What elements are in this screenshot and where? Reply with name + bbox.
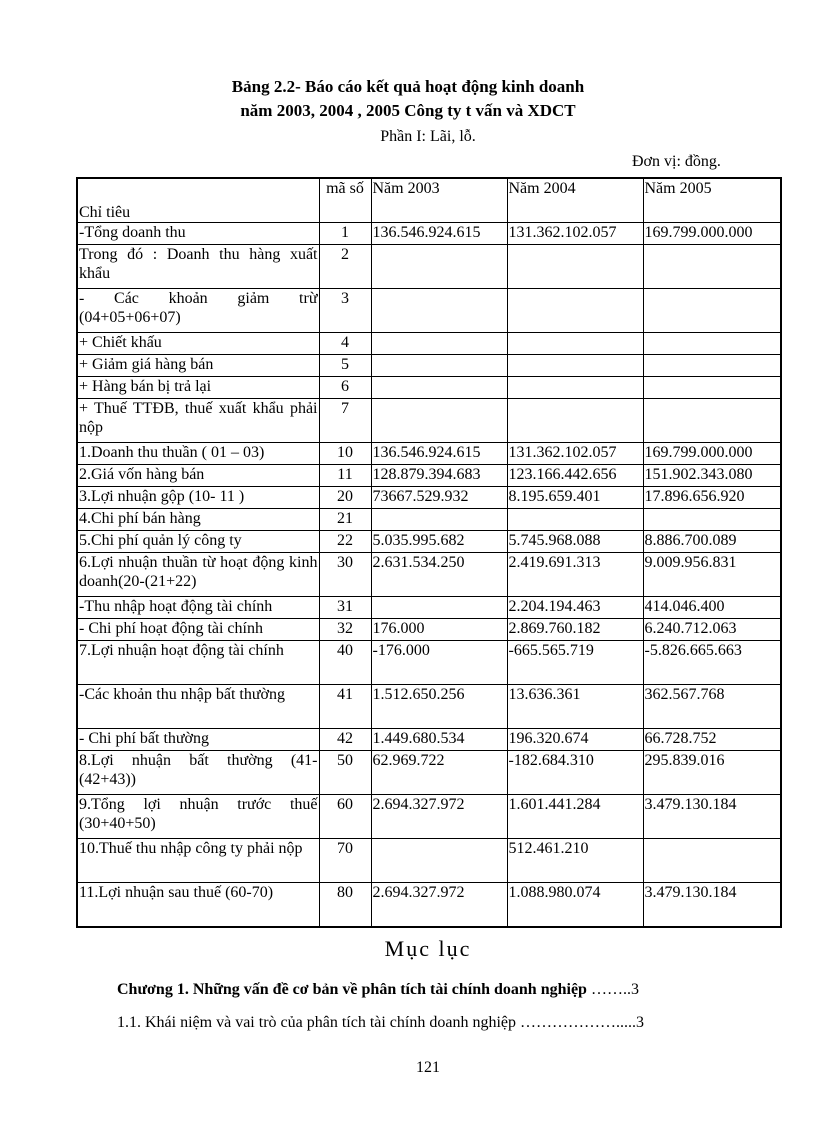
row-indicator: 7.Lợi nhuận hoạt động tài chính bbox=[77, 641, 319, 685]
table-row bbox=[77, 729, 781, 751]
row-code: 5 bbox=[319, 355, 371, 377]
row-code: 4 bbox=[319, 333, 371, 355]
header-year-2003: Năm 2003 bbox=[371, 178, 507, 223]
row-value-2003: 2.694.327.972 bbox=[371, 795, 507, 839]
row-indicator: 2.Giá vốn hàng bán bbox=[77, 465, 319, 487]
row-value-2003: 136.546.924.615 bbox=[371, 443, 507, 465]
row-code: 42 bbox=[319, 729, 371, 751]
income-statement-table bbox=[76, 177, 782, 928]
row-value-2005: 151.902.343.080 bbox=[643, 465, 781, 487]
row-value-2005 bbox=[643, 399, 781, 443]
table-header-row bbox=[77, 178, 781, 223]
row-value-2004: 512.461.210 bbox=[507, 839, 643, 883]
row-value-2005: 9.009.956.831 bbox=[643, 553, 781, 597]
toc-entry-page: ……………….....3 bbox=[516, 1014, 644, 1031]
row-indicator: - Chi phí bất thường bbox=[77, 729, 319, 751]
row-value-2003 bbox=[371, 355, 507, 377]
row-value-2003: 1.449.680.534 bbox=[371, 729, 507, 751]
table-row bbox=[77, 289, 781, 333]
row-code: 32 bbox=[319, 619, 371, 641]
table-row bbox=[77, 399, 781, 443]
toc-entry-label: 1.1. Khái niệm và vai trò của phân tích tài chính doanh nghiệp bbox=[117, 1014, 516, 1031]
row-value-2005: 3.479.130.184 bbox=[643, 795, 781, 839]
row-code: 21 bbox=[319, 509, 371, 531]
row-indicator: + Hàng bán bị trả lại bbox=[77, 377, 319, 399]
row-indicator: 10.Thuế thu nhập công ty phải nộp bbox=[77, 839, 319, 883]
row-value-2005 bbox=[643, 289, 781, 333]
table-title-line-2: năm 2003, 2004 , 2005 Công ty t vấn và XDCT bbox=[240, 101, 576, 120]
row-indicator: 9.Tổng lợi nhuận trước thuế (30+40+50) bbox=[77, 795, 319, 839]
table-row bbox=[77, 509, 781, 531]
table-row bbox=[77, 883, 781, 928]
toc-entry-section-1-1 bbox=[117, 1014, 644, 1032]
row-indicator: + Thuế TTĐB, thuế xuất khẩu phải nộp bbox=[77, 399, 319, 443]
table-subtitle: Phần I: Lãi, lỗ. bbox=[380, 128, 476, 145]
row-value-2004: 131.362.102.057 bbox=[507, 223, 643, 245]
row-value-2004: 123.166.442.656 bbox=[507, 465, 643, 487]
table-row bbox=[77, 245, 781, 289]
row-value-2003: 2.631.534.250 bbox=[371, 553, 507, 597]
row-value-2005: 3.479.130.184 bbox=[643, 883, 781, 928]
row-value-2005: 362.567.768 bbox=[643, 685, 781, 729]
row-indicator: - Chi phí hoạt động tài chính bbox=[77, 619, 319, 641]
row-code: 80 bbox=[319, 883, 371, 928]
row-indicator: 6.Lợi nhuận thuần từ hoạt động kinh doanh(20-(21+22) bbox=[77, 553, 319, 597]
header-indicator: Chỉ tiêu bbox=[77, 178, 319, 223]
row-value-2004 bbox=[507, 289, 643, 333]
row-value-2005: 6.240.712.063 bbox=[643, 619, 781, 641]
row-code: 30 bbox=[319, 553, 371, 597]
table-row bbox=[77, 377, 781, 399]
row-value-2003: -176.000 bbox=[371, 641, 507, 685]
row-value-2004: 8.195.659.401 bbox=[507, 487, 643, 509]
row-value-2003: 128.879.394.683 bbox=[371, 465, 507, 487]
table-row bbox=[77, 355, 781, 377]
row-value-2004: 5.745.968.088 bbox=[507, 531, 643, 553]
row-value-2004: 131.362.102.057 bbox=[507, 443, 643, 465]
row-value-2004 bbox=[507, 509, 643, 531]
row-code: 3 bbox=[319, 289, 371, 333]
row-value-2005 bbox=[643, 509, 781, 531]
row-value-2005 bbox=[643, 377, 781, 399]
table-row bbox=[77, 597, 781, 619]
table-row bbox=[77, 531, 781, 553]
row-value-2004 bbox=[507, 333, 643, 355]
row-value-2005: 66.728.752 bbox=[643, 729, 781, 751]
row-value-2005: -5.826.665.663 bbox=[643, 641, 781, 685]
row-value-2003 bbox=[371, 839, 507, 883]
table-row bbox=[77, 223, 781, 245]
header-year-2004: Năm 2004 bbox=[507, 178, 643, 223]
toc-entry-label: Chương 1. Những vấn đề cơ bản về phân tích tài chính doanh nghiệp bbox=[117, 981, 587, 998]
row-value-2005 bbox=[643, 333, 781, 355]
row-code: 10 bbox=[319, 443, 371, 465]
row-code: 11 bbox=[319, 465, 371, 487]
row-indicator: -Tổng doanh thu bbox=[77, 223, 319, 245]
row-value-2004 bbox=[507, 377, 643, 399]
table-row bbox=[77, 685, 781, 729]
row-value-2005 bbox=[643, 355, 781, 377]
table-row bbox=[77, 795, 781, 839]
row-value-2005 bbox=[643, 839, 781, 883]
row-indicator: - Các khoản giảm trừ (04+05+06+07) bbox=[77, 289, 319, 333]
row-value-2003 bbox=[371, 399, 507, 443]
row-value-2004: 2.204.194.463 bbox=[507, 597, 643, 619]
row-value-2003 bbox=[371, 333, 507, 355]
row-value-2004: 1.088.980.074 bbox=[507, 883, 643, 928]
row-code: 20 bbox=[319, 487, 371, 509]
row-value-2003: 62.969.722 bbox=[371, 751, 507, 795]
row-code: 70 bbox=[319, 839, 371, 883]
header-year-2005: Năm 2005 bbox=[643, 178, 781, 223]
row-value-2005: 169.799.000.000 bbox=[643, 443, 781, 465]
row-value-2003 bbox=[371, 597, 507, 619]
toc-entry-chapter-1 bbox=[117, 981, 639, 999]
row-value-2004: -665.565.719 bbox=[507, 641, 643, 685]
row-code: 31 bbox=[319, 597, 371, 619]
row-value-2003: 5.035.995.682 bbox=[371, 531, 507, 553]
row-value-2005: 8.886.700.089 bbox=[643, 531, 781, 553]
table-row bbox=[77, 553, 781, 597]
row-value-2003: 73667.529.932 bbox=[371, 487, 507, 509]
page-number: 121 bbox=[416, 1059, 440, 1076]
row-code: 50 bbox=[319, 751, 371, 795]
row-value-2005: 169.799.000.000 bbox=[643, 223, 781, 245]
row-code: 7 bbox=[319, 399, 371, 443]
toc-entry-page: ……..3 bbox=[586, 981, 639, 998]
row-value-2005 bbox=[643, 245, 781, 289]
row-indicator: + Chiết khấu bbox=[77, 333, 319, 355]
row-indicator: -Thu nhập hoạt động tài chính bbox=[77, 597, 319, 619]
row-indicator: -Các khoản thu nhập bất thường bbox=[77, 685, 319, 729]
table-row bbox=[77, 839, 781, 883]
row-indicator: + Giảm giá hàng bán bbox=[77, 355, 319, 377]
row-value-2004: -182.684.310 bbox=[507, 751, 643, 795]
row-value-2004 bbox=[507, 245, 643, 289]
row-indicator: 4.Chi phí bán hàng bbox=[77, 509, 319, 531]
table-row bbox=[77, 443, 781, 465]
row-value-2005: 295.839.016 bbox=[643, 751, 781, 795]
row-value-2003: 1.512.650.256 bbox=[371, 685, 507, 729]
table-row bbox=[77, 333, 781, 355]
row-code: 41 bbox=[319, 685, 371, 729]
row-value-2003 bbox=[371, 509, 507, 531]
row-value-2005: 17.896.656.920 bbox=[643, 487, 781, 509]
table-row bbox=[77, 465, 781, 487]
row-value-2004: 196.320.674 bbox=[507, 729, 643, 751]
row-value-2005: 414.046.400 bbox=[643, 597, 781, 619]
table-title-line-1: Bảng 2.2- Báo cáo kết quả hoạt động kinh doanh bbox=[231, 77, 585, 96]
row-value-2003: 2.694.327.972 bbox=[371, 883, 507, 928]
table-row bbox=[77, 487, 781, 509]
row-indicator: 3.Lợi nhuận gộp (10- 11 ) bbox=[77, 487, 319, 509]
table-row bbox=[77, 641, 781, 685]
row-indicator: Trong đó : Doanh thu hàng xuất khẩu bbox=[77, 245, 319, 289]
row-value-2004: 13.636.361 bbox=[507, 685, 643, 729]
row-indicator: 1.Doanh thu thuần ( 01 – 03) bbox=[77, 443, 319, 465]
row-value-2004 bbox=[507, 355, 643, 377]
row-code: 40 bbox=[319, 641, 371, 685]
row-code: 60 bbox=[319, 795, 371, 839]
toc-title: Mục lục bbox=[384, 936, 472, 961]
row-value-2003 bbox=[371, 377, 507, 399]
row-value-2003 bbox=[371, 245, 507, 289]
header-code: mã số bbox=[319, 178, 371, 223]
row-value-2003: 136.546.924.615 bbox=[371, 223, 507, 245]
row-code: 2 bbox=[319, 245, 371, 289]
row-value-2004: 2.869.760.182 bbox=[507, 619, 643, 641]
currency-unit: Đơn vị: đồng. bbox=[632, 153, 721, 170]
row-value-2004: 2.419.691.313 bbox=[507, 553, 643, 597]
row-indicator: 11.Lợi nhuận sau thuế (60-70) bbox=[77, 883, 319, 928]
row-value-2003 bbox=[371, 289, 507, 333]
row-code: 22 bbox=[319, 531, 371, 553]
row-value-2003: 176.000 bbox=[371, 619, 507, 641]
row-code: 6 bbox=[319, 377, 371, 399]
row-code: 1 bbox=[319, 223, 371, 245]
table-row bbox=[77, 619, 781, 641]
table-row bbox=[77, 751, 781, 795]
row-indicator: 8.Lợi nhuận bất thường (41-(42+43)) bbox=[77, 751, 319, 795]
row-value-2004: 1.601.441.284 bbox=[507, 795, 643, 839]
row-value-2004 bbox=[507, 399, 643, 443]
row-indicator: 5.Chi phí quản lý công ty bbox=[77, 531, 319, 553]
